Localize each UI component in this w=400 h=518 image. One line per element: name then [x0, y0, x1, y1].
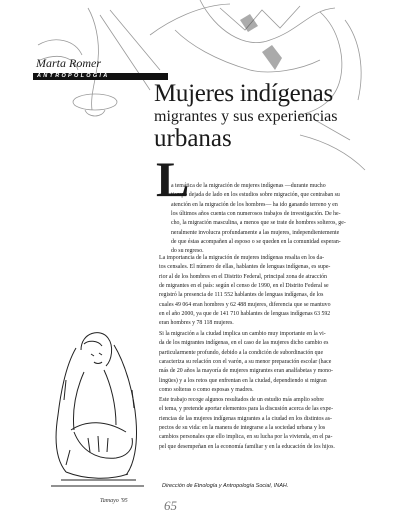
text-line: de migrantes en el país: según el censo de 1990, en el Distrito Federal se [159, 283, 329, 290]
text-line: el tema, y pretende aportar elementos para la discusión acerca de las expe- [159, 406, 334, 413]
text-line: eran hombres y 78 118 mujeres. [159, 320, 234, 327]
text-line: neralmente involucra profundamente a las mujeres, independientemente [171, 229, 340, 236]
paragraph-2 [159, 254, 358, 329]
text-line: de que éstas acompañen al esposo o se queden en la comunidad esperan- [171, 239, 341, 246]
text-line: caracteriza su relación con el varón, a su menor preparación escolar (hace [159, 359, 332, 366]
drop-cap: L [156, 151, 190, 207]
text-line: los últimos años cuenta con numerosos trabajos de investigación. De he- [171, 211, 341, 218]
text-line: particularmente profundo, debido a la condición de subordinación que [159, 349, 324, 356]
author-name: Marta Romer [36, 56, 101, 70]
paragraph-1 [171, 182, 358, 257]
page-number: 65 [164, 498, 177, 513]
paragraph-3 [159, 330, 358, 395]
text-line: atención en la migración de los hombres— ha ido ganando terreno y en [171, 201, 338, 208]
text-line: da de los migrantes indígenas, en el caso de las mujeres dicho cambio es [159, 340, 329, 347]
text-line: Si la migración a la ciudad implica un cambio muy importante en la vi- [159, 331, 326, 337]
seated-woman-illustration [36, 320, 156, 495]
text-line: tiempo dejada de lado en los estudios sobre migración, que centraban su [171, 192, 340, 199]
article-title-line-1: Mujeres indígenas [154, 80, 333, 107]
text-line: a temática de la migración de mujeres indígenas —durante mucho [171, 183, 326, 189]
text-line: riencias de las mujeres indígenas migrantes a la ciudad en los distintos as- [159, 415, 332, 422]
section-label: ANTROPOLOGÍA [33, 73, 168, 80]
text-line: do su regreso. [171, 248, 204, 255]
text-line: en el año 2000, ya que de 141 710 hablantes de lenguas indígenas 63 592 [159, 311, 331, 318]
article-title-line-2: migrantes y sus experiencias [154, 108, 338, 125]
text-line: cuales 49 064 eran hombres y 62 488 mujeres, diferencia que se mantuvo [159, 301, 331, 308]
text-line: Este trabajo recoge algunos resultados de un estudio más amplio sobre [159, 397, 324, 403]
text-line: más de 20 años la mayoría de mujeres migrantes eran analfabetas y mono- [159, 368, 333, 375]
text-line: rior al de los hombres en el Distrito Federal, principal zona de atracción [159, 273, 327, 280]
text-line: pectos de su vida: en la manera de integrarse a la sociedad urbana y los [159, 425, 326, 432]
text-line: La importancia de la migración de mujeres indígenas resalta en los da- [159, 255, 325, 261]
paragraph-4 [159, 396, 358, 452]
text-line: registró la presencia de 111 552 hablantes de lenguas indígenas, de los [159, 292, 324, 299]
text-line: como solteras o como esposas y madres. [159, 387, 254, 394]
text-line: lingües) y a los retos que enfrentan en la ciudad, dependiendo si migran [159, 377, 327, 384]
article-title-line-3: urbanas [154, 125, 232, 152]
text-line: tos censales. El número de ellas, hablantes de lenguas indígenas, es supe- [159, 264, 331, 271]
text-line: cho, la migración masculina, a menos que se trate de hombres solteros, ge- [171, 220, 346, 227]
footnote: Dirección de Etnología y Antropología Social, INAH. [162, 483, 289, 489]
artist-signature: Tamayo '95 [100, 498, 128, 504]
text-line: cambios personales que ello implica, en su lucha por la vivienda, en el pa- [159, 434, 333, 441]
text-line: pel que desempeñan en la economía familiar y en la educación de los hijos. [159, 443, 335, 450]
